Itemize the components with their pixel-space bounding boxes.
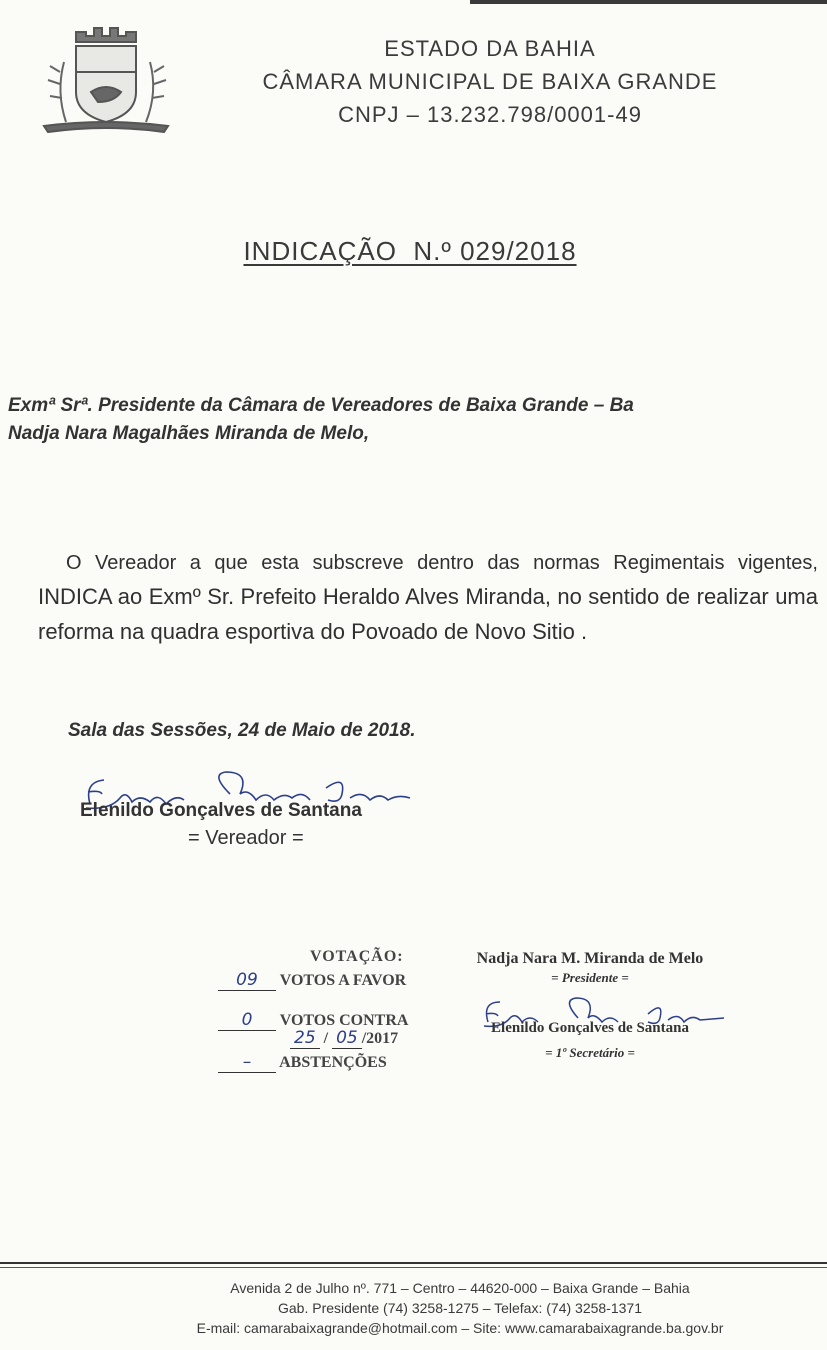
signatory-role: = Vereador = bbox=[188, 827, 304, 849]
body-intro: O Vereador a que esta subscreve dentro das normas Regimentais vigentes, bbox=[66, 552, 818, 574]
session-date-line: Sala das Sessões, 24 de Maio de 2018. bbox=[68, 720, 416, 741]
document-title bbox=[180, 236, 640, 267]
voting-date-day: 25 bbox=[290, 1028, 320, 1049]
president-role: = Presidente = bbox=[551, 970, 629, 985]
secretary-name: Elenildo Gonçalves de Santana bbox=[491, 1020, 689, 1036]
voting-date-year: /2017 bbox=[361, 1030, 399, 1047]
cnpj-number: CNPJ – 13.232.798/0001-49 bbox=[338, 102, 642, 127]
votes-contra-count: 0 bbox=[218, 1010, 276, 1031]
president-block bbox=[470, 950, 710, 986]
secretary-block bbox=[470, 1020, 710, 1061]
title-text: INDICAÇÃO N.º 029/2018 bbox=[243, 236, 577, 266]
secretary-role: = 1º Secretário = bbox=[545, 1045, 635, 1060]
state-name: ESTADO DA BAHIA bbox=[384, 36, 596, 61]
voting-date-sep: / bbox=[323, 1030, 329, 1047]
president-name: Nadja Nara M. Miranda de Melo bbox=[476, 950, 704, 967]
signatory-name: Elenildo Gonçalves de Santana bbox=[80, 800, 362, 821]
votes-contra-label: VOTOS CONTRA bbox=[279, 1012, 409, 1029]
indication-body bbox=[38, 546, 818, 650]
footer-phones: Gab. Presidente (74) 3258-1275 – Telefax: (74) 3258-1371 bbox=[278, 1300, 642, 1316]
votes-favor-count: 09 bbox=[218, 970, 276, 991]
footer-divider-thin bbox=[0, 1267, 827, 1268]
abstentions-row bbox=[218, 1052, 387, 1073]
addressee-line-2: Nadja Nara Magalhães Miranda de Melo, bbox=[8, 423, 370, 444]
coat-of-arms-icon bbox=[36, 22, 176, 134]
letterhead bbox=[200, 32, 780, 131]
abstentions-label: ABSTENÇÕES bbox=[279, 1054, 387, 1071]
body-indication: INDICA ao Exmº Sr. Prefeito Heraldo Alves Miranda, no sentido de realizar uma reforma na quadra esportiva do Povoado de Novo Sitio . bbox=[38, 584, 818, 644]
chamber-name: CÂMARA MUNICIPAL DE BAIXA GRANDE bbox=[262, 69, 718, 94]
footer-contact: E-mail: camarabaixagrande@hotmail.com – Site: www.camarabaixagrande.ba.gov.br bbox=[196, 1320, 724, 1336]
votes-favor-row bbox=[218, 970, 406, 991]
footer bbox=[100, 1278, 820, 1338]
top-edge-line bbox=[470, 0, 827, 4]
votes-favor-label: VOTOS A FAVOR bbox=[279, 972, 407, 989]
footer-address: Avenida 2 de Julho nº. 771 – Centro – 44620-000 – Baixa Grande – Bahia bbox=[230, 1280, 690, 1296]
addressee bbox=[8, 392, 808, 448]
footer-divider bbox=[0, 1262, 827, 1264]
abstentions-count: – bbox=[218, 1052, 276, 1073]
voting-date bbox=[290, 1028, 398, 1048]
addressee-line-1: Exmª Srª. Presidente da Câmara de Vereadores de Baixa Grande – Ba bbox=[8, 395, 634, 416]
voting-date-month: 05 bbox=[332, 1028, 362, 1049]
voting-heading: VOTAÇÃO: bbox=[310, 948, 404, 965]
